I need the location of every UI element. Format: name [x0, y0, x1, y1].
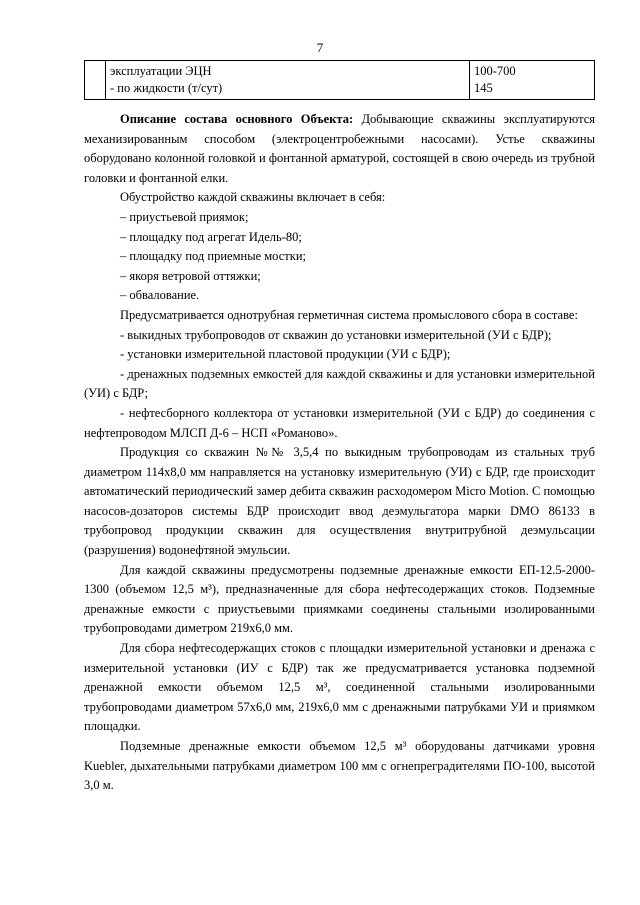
parameter-line-1: эксплуатации ЭЦН: [110, 64, 212, 78]
table-cell-parameter: [106, 61, 470, 100]
value-line-1: 100-700: [474, 64, 516, 78]
paragraph-heading: Описание состава основного Объекта:: [120, 112, 354, 126]
document-body: [84, 110, 595, 796]
page-number: 7: [316, 40, 324, 55]
paragraph-object-description: [84, 110, 595, 188]
table-row: [85, 61, 595, 100]
parameter-line-2: - по жидкости (т/сут): [110, 81, 223, 95]
table-cell-value: [470, 61, 595, 100]
list-item: – якоря ветровой оттяжки;: [120, 268, 261, 283]
paragraph-collection-system: Предусматривается однотрубная герметичная система промыслового сбора в составе:: [120, 307, 578, 322]
spec-table: [84, 60, 595, 100]
list-item: - нефтесборного коллектора от установки измерительной (УИ с БДР) до соединения с нефтепроводом МЛСП Д-6 – НСП «Романово».: [84, 405, 595, 440]
paragraph-tank-equipment: Подземные дренажные емкости объемом 12,5 м³ оборудованы датчиками уровня Kuebler, дыхательными патрубками диаметром 100 мм с огнепреградителями ПО-100, высотой 3,0 м.: [84, 739, 595, 793]
list-item: – приустьевой приямок;: [120, 209, 249, 224]
list-item: - дренажных подземных емкостей для каждой скважины и для установки измерительной (УИ) с БДР;: [84, 366, 595, 401]
table-cell-empty: [85, 61, 106, 100]
paragraph-measuring-drainage: Для сбора нефтесодержащих стоков с площадки измерительной установки и дренажа с измерительной установки (ИУ с БДР) так же предусматривается установка подземной дренажной емкости объемом 12,5 м³, соединенной стальными изолированными трубопроводами диаметром 57х6,0 мм, 219х6,0 мм с дренажными патрубками УИ и приямком площадки.: [84, 641, 595, 734]
paragraph-drainage-tanks: Для каждой скважины предусмотрены подземные дренажные емкости ЕП-12.5-2000-1300 (объемом 12,5 м³), предназначенные для сбора нефтесодержащих стоков. Подземные дренажные емкости с приустьевыми приямками соединены стальными изолированными трубопроводами диметром 219х6,0 мм.: [84, 562, 595, 636]
list-item: – площадку под агрегат Идель-80;: [120, 229, 302, 244]
list-item: - установки измерительной пластовой продукции (УИ с БДР);: [120, 347, 451, 362]
paragraph-text: Добывающие скважины эксплуатируются механизированным способом (электроцентробежными насосами). Устье скважины оборудовано колонной головкой и фонтанной арматурой, состоящей в свою очередь из трубной головки и фонтанной елки.: [84, 112, 595, 185]
list-item: – площадку под приемные мостки;: [120, 249, 306, 264]
list-item: – обвалование.: [120, 288, 200, 303]
list-item: - выкидных трубопроводов от скважин до установки измерительной (УИ с БДР);: [120, 327, 552, 342]
value-line-2: 145: [474, 81, 493, 95]
paragraph-production: Продукция со скважин №№ 3,5,4 по выкидным трубопроводам из стальных труб диаметром 114х8,0 мм направляется на установку измерительную (УИ) с БДР, где происходит автоматический периодический замер дебита скважин расходомером Micro Motion. С помощью насосов-дозаторов системы БДР происходит ввод деэмульгатора марки DMO 86133 в трубопровод продукции скважин для осуществления внутритрубной деэмульсации (разрушения) водонефтяной эмульсии.: [84, 445, 595, 558]
paragraph-equipment-intro: Обустройство каждой скважины включает в себя:: [120, 190, 386, 205]
